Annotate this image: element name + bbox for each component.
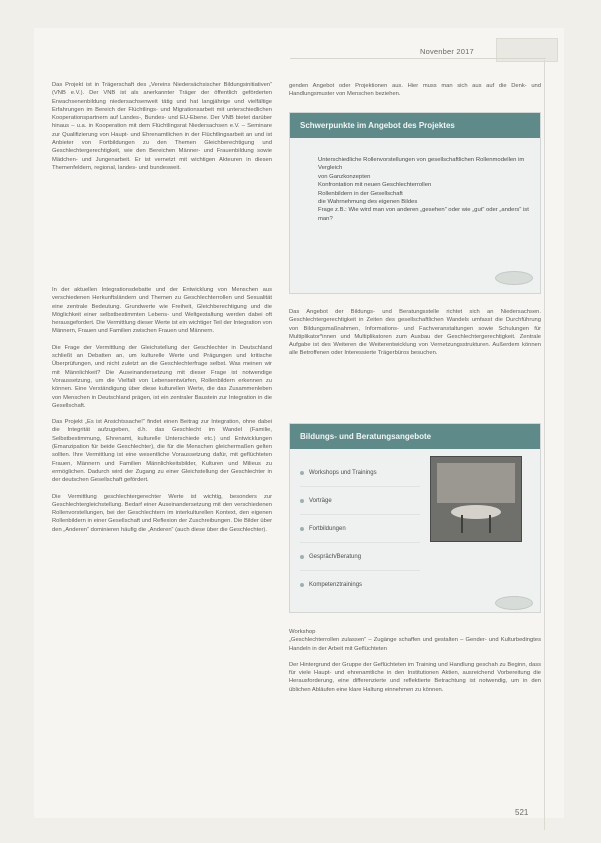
offers-box-badge — [495, 596, 533, 610]
body-paragraph-2: Die Frage der Vermittlung der Gleichstellung der Geschlechter in Deutschland schließt an Debatten an, um kulturelle Werte und Prägungen und kritische Überprüfungen, und nicht zuletzt an die Geschlechterfrage selbst. Was meinen wir mit Männlichkeit? Die Auseinandersetzung mit dieser Frage ist notwendige Voraussetzung, um die Vielfalt von Lebensentwürfen, Rollenbildern erkennen zu können. Eine Verständigung über diese kulturellen Werte, die das Zusammenleben von Menschen in Deutschland prägen, ist ein zentraler Baustein zur Integration in die Gesellschaft. — [52, 344, 272, 409]
offer-item: Vorträge — [300, 487, 420, 515]
bullet-icon — [300, 471, 304, 475]
offer-item: Workshops und Trainings — [300, 459, 420, 487]
body-paragraph-1: In der aktuellen Integrationsdebatte und der Entwicklung von Menschen aus verschiedenen Herkunftsländern und Themen zu Geschlechterrollen und Sexualität eine zentrale Bedeutung. Grundwerte wie Freiheit, Gleichberechtigung und die Möglichkeit einer selbstbestimmten Lebens- und Weltgestaltung werden dabei oft herausgefordert. Die Vermittlung dieser Werte ist ein wichtiger Teil der Integration von Männern, Frauen und Familien zwischen Frauen und Männern. — [52, 287, 272, 335]
right-middle-paragraph: Das Angebot der Bildungs- und Beratungsstelle richtet sich an Niedersachsen. Geschlechtergerechtigkeit in Zeiten des gesellschaftlichen Wandels umfasst die Durchführung von Bildungsmaßnahmen, Informations- und Fachveranstaltungen sowie Schulungen für Multiplikator*innen und Multiplikatoren zum Ausbau der Geschlechtergerechtigkeit. Zentrale Aufgabe ist des Weiteren die Weiterentwicklung von Vernetzungsstrukturen. Außerdem können alle Betroffenen oder Interessierte Trägerbüros besuchen. — [289, 309, 541, 357]
body-paragraph-3: Das Projekt „Es ist Ansichtssache!“ findet einen Beitrag zur Integration, ohne dabei die Integrität aufzugeben, d.h. das Geschlecht im Wandel (Familie, Selbstbestimmung, Ehrenamt, kulturelle Unterschiede etc.) und Entwicklungen (Emanzipation für beide Geschlechter), die für die Menschen gleichermaßen gelten sollten. Ihre Vermittlung ist eine wesentliche Voraussetzung dafür, mit geflüchteten Frauen, Männern und Familien Männlichkeitsbilder, Kulturen und Milieus zu ermöglichen. Dadurch wird der Zugang zu einer Gleichstellung der Geschlechter in der deutschen Gesellschaft gefördert. — [52, 419, 272, 484]
focus-item: von Ganzkonzepten — [318, 173, 371, 180]
page-number: 521 — [515, 808, 529, 817]
offer-item: Fortbildungen — [300, 515, 420, 543]
workshop-section — [289, 628, 541, 702]
page-margin-line — [544, 60, 545, 830]
offers-box — [289, 423, 541, 613]
right-top-text — [289, 82, 541, 107]
focus-item: Unterschiedliche Rollenvorstellungen von gesellschaftlichen Rollenmodellen im Vergleich — [318, 157, 525, 172]
right-middle-text — [289, 305, 541, 366]
workshop-paragraph: Der Hintergrund der Gruppe der Geflüchteten im Training und Handlung geschah zu Beginn, dass für viele Haupt- und ehrenamtliche in den Institutionen Aktien, ausreichend Vorbereitung die Herausforderung, eine differenzierte und reflektierte Betrachtung ist notwendig, um in den üblichen Abläufen eine klare Haltung einnehmen zu können. — [289, 661, 541, 693]
right-top-paragraph: genden Angebot oder Projektionen aus. Hier muss man sich aus auf die Denk- und Handlungsmuster von Menschen beziehen. — [289, 83, 541, 98]
focus-box-badge — [495, 271, 533, 285]
meeting-room-photo — [430, 456, 522, 542]
workshop-label: Workshop — [289, 629, 316, 635]
focus-box — [289, 112, 541, 294]
workshop-title: „Geschlechterrollen zulassen“ – Zugänge schaffen und gestalten – Gender- und Kulturbedingtes Handeln in der Arbeit mit Geflüchteten — [289, 637, 541, 652]
offer-item: Gespräch/Beratung — [300, 543, 420, 571]
focus-item: die Wahrnehmung des eigenen Bildes — [318, 199, 418, 206]
body-paragraph-4: Die Vermittlung geschlechtergerechter Werte ist wichtig, besonders zur Geschlechtergleichstellung. Bedarf einer Auseinandersetzung mit den verschiedenen Rollenvorstellungen, bei der Geschlechtern im interkulturellen Kontext, den eigenen Rollenbildern in einer Gesellschaft und Reflexion der Zuschreibungen. Die Bilder über den „Anderen“ dominieren häufig die „Anderen“ (auch diese über die Geschlechter). — [52, 493, 272, 533]
focus-box-title: Schwerpunkte im Angebot des Projektes — [290, 113, 540, 138]
focus-list — [308, 156, 530, 223]
bullet-icon — [300, 583, 304, 587]
focus-item: Rollenbildern in der Gesellschaft — [318, 190, 403, 197]
offers-box-title: Bildungs- und Beratungsangebote — [290, 424, 540, 449]
header-date: Novenber 2017 — [420, 47, 474, 56]
intro-paragraph: Das Projekt ist in Trägerschaft des „Vereins Niedersächsischer Bildungsinitiativen“ (VNB e.V.). Der VNB ist als anerkannter Träger der öffentlich geförderten Erwachsenenbildung niedersachsenweit tätig und hat langjährige und vielfältige Erfahrungen im Bereich der Flüchtlings- und Migrationsarbeit mit unterschiedlichen Kooperationspartnern auf Landes-, Bundes- und EU-Ebene. Der VNB bietet darüber hinaus – u.a. in Kooperation mit dem Flüchtlingsrat Niedersachsen e.V. – Seminare zur Qualifizierung von Haupt- und Ehrenamtlichen in der Flüchtlingsarbeit an und ist Anbieter von Fortbildungen zu den Themen Gleichberechtigung und Geschlechtergerechtigkeit, wie den Bereichen Männer- und Frauenbildung sowie Mädchen- und Jungenarbeit. Er ist vernetzt mit wichtigen Akteuren in diesen Themenfeldern, regional, landes- und bundesweit. — [52, 82, 272, 171]
focus-item: Konfrontation mit neuen Geschlechterrollen — [318, 182, 432, 189]
bullet-icon — [300, 499, 304, 503]
header-rule — [290, 58, 546, 59]
bullet-icon — [300, 527, 304, 531]
bullet-icon — [300, 555, 304, 559]
focus-item: Frage z.B.: Wie wird man von anderen „gesehen“ oder wie „gut“ oder „anders“ ist man? — [318, 207, 529, 222]
left-column-body — [52, 286, 272, 542]
left-column — [52, 78, 272, 180]
offer-item: Kompetenztrainings — [300, 571, 420, 598]
